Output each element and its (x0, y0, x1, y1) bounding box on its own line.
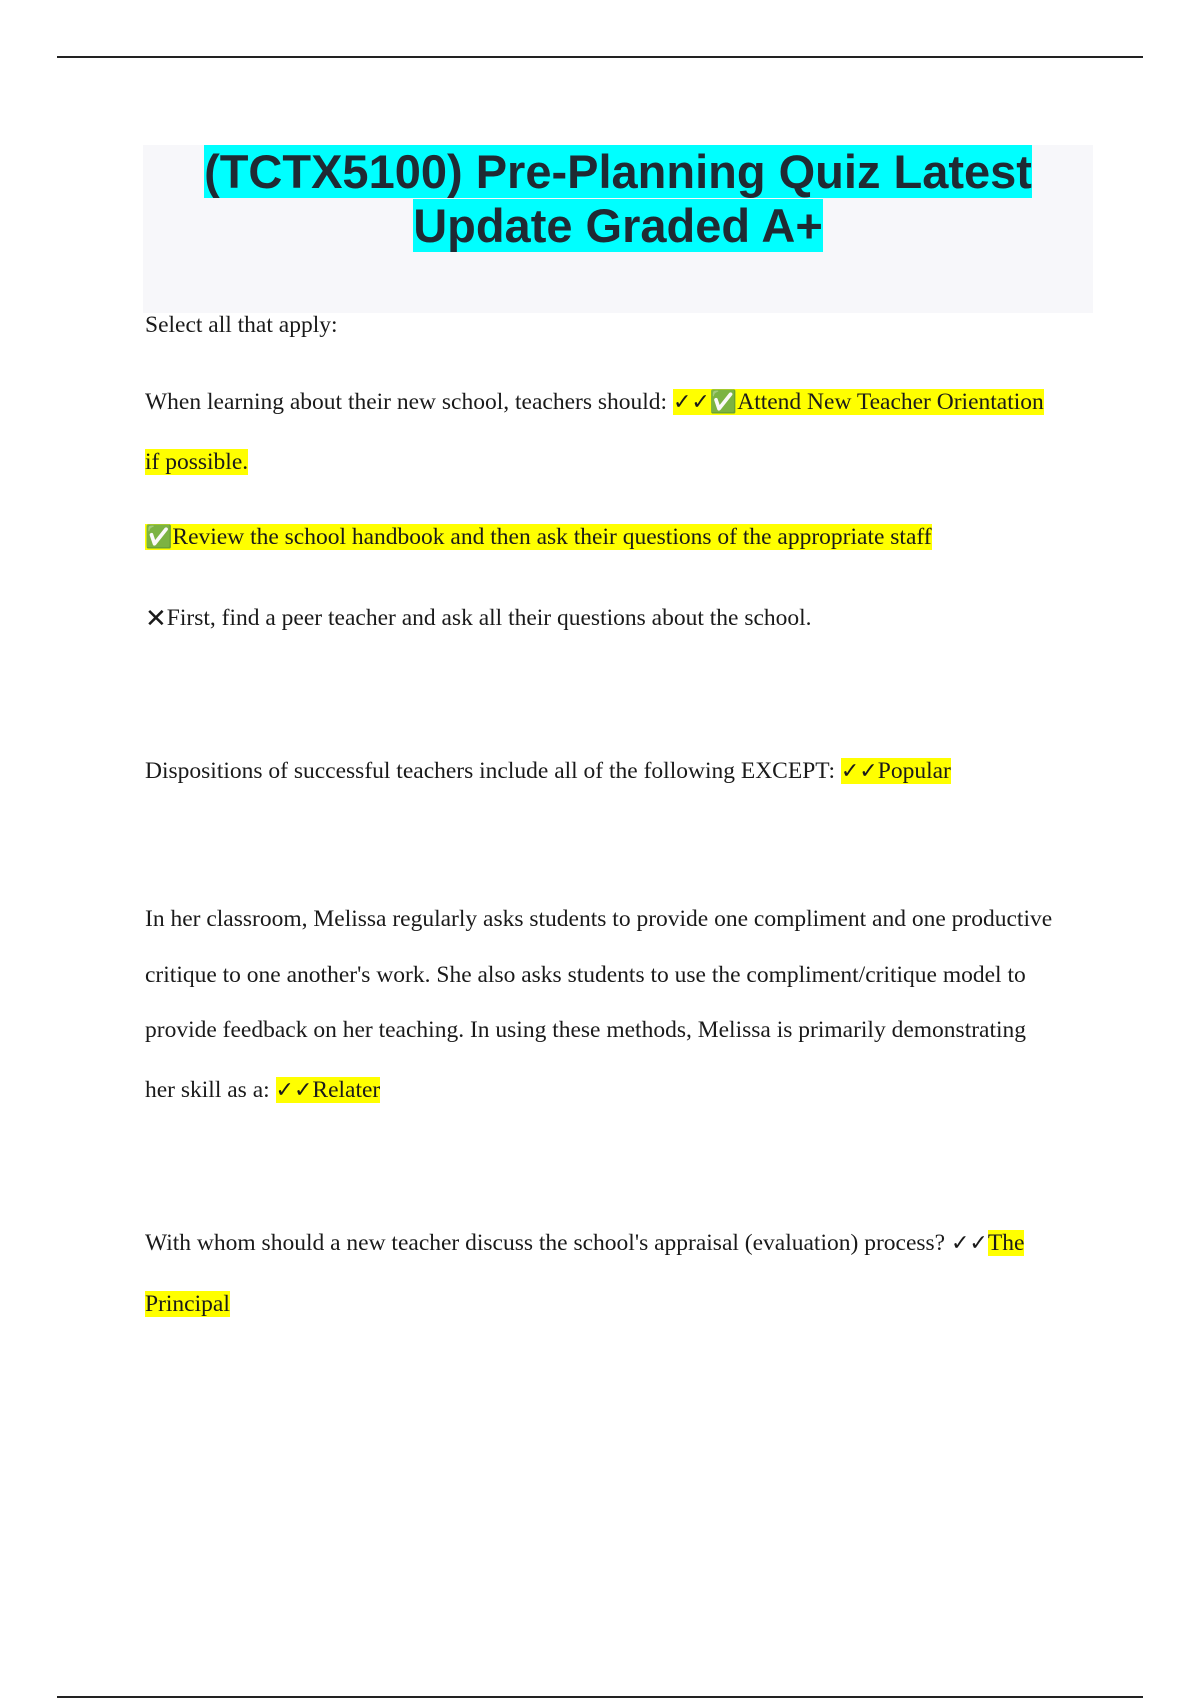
question-1-answer-a (673, 389, 1044, 415)
question-3-line-1: In her classroom, Melissa regularly asks students to provide one compliment and one productive (145, 906, 1053, 932)
question-1-prompt: When learning about their new school, teachers should: (145, 389, 668, 415)
question-1-answer-a-text: Attend New Teacher Orientation (737, 389, 1044, 415)
question-3-answer (276, 1077, 381, 1103)
check-icon: ✓✓ (672, 390, 710, 415)
question-1-wrong-answer (145, 603, 812, 634)
question-2-prompt: Dispositions of successful teachers include all of the following EXCEPT: (145, 758, 835, 784)
question-3-line-4 (145, 1075, 380, 1106)
check-icon: ✓✓ (840, 759, 878, 784)
title-block (143, 145, 1093, 313)
cross-mark-icon: ✕ (145, 604, 167, 634)
question-4-prompt: With whom should a new teacher discuss the school's appraisal (evaluation) process? (145, 1230, 946, 1256)
white-check-mark-icon: ✅ (145, 525, 173, 550)
instruction-label: Select all that apply: (145, 312, 338, 338)
question-3-answer-text: Relater (312, 1077, 381, 1103)
question-3-line-3: provide feedback on her teaching. In using these methods, Melissa is primarily demonstrating (145, 1017, 1027, 1043)
title-line-2: Update Graded A+ (413, 199, 823, 252)
white-check-mark-icon: ✅ (709, 390, 738, 415)
question-1-answer-a-cont (145, 447, 248, 477)
top-rule (57, 56, 1143, 58)
question-4 (145, 1228, 1024, 1259)
question-1-answer-a-line2: if possible. (145, 449, 249, 475)
question-2 (145, 756, 951, 787)
question-3-prompt-end: her skill as a: (145, 1077, 270, 1103)
bottom-rule (57, 1696, 1143, 1698)
question-4-answer-cont (145, 1289, 230, 1319)
question-4-answer-line1: The (987, 1230, 1025, 1256)
check-icon: ✓✓ (950, 1231, 988, 1256)
page-title (143, 145, 1093, 253)
check-icon: ✓✓ (275, 1078, 313, 1103)
question-2-answer-text: Popular (877, 758, 951, 784)
question-4-answer-line2: Principal (145, 1291, 230, 1317)
title-line-1: (TCTX5100) Pre-Planning Quiz Latest (204, 145, 1032, 198)
question-1-wrong-answer-text: First, find a peer teacher and ask all their questions about the school. (166, 605, 812, 631)
question-1-answer-b-text: Review the school handbook and then ask their questions of the appropriate staff (172, 524, 932, 550)
instruction-text (145, 310, 338, 340)
question-2-answer (841, 758, 951, 784)
question-3-line-2: critique to one another's work. She also asks students to use the compliment/critique model to (145, 962, 1026, 988)
question-1 (145, 387, 1044, 418)
question-1-answer-b (145, 522, 932, 553)
